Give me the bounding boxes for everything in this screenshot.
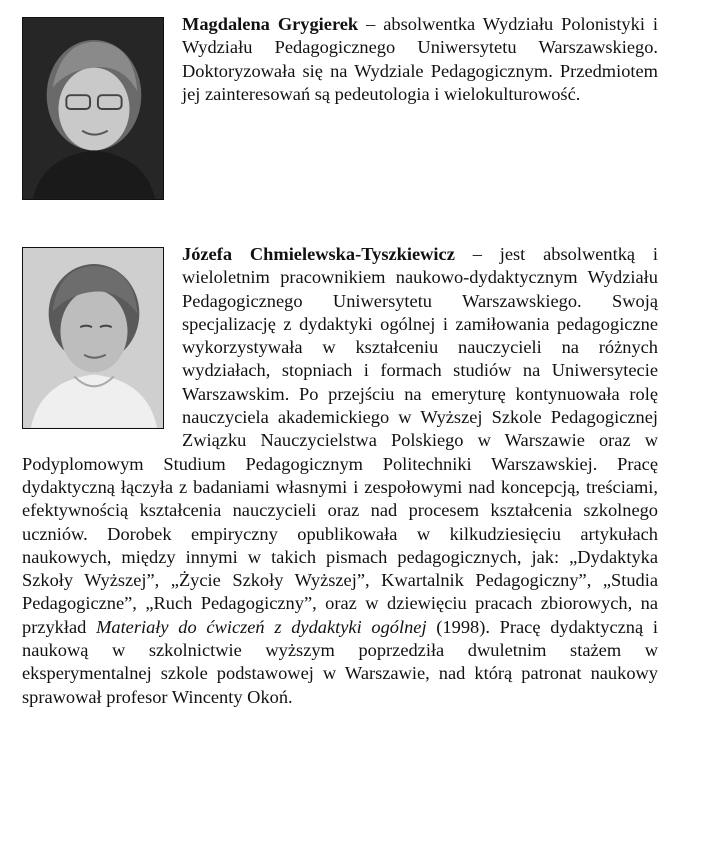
author-name: Magdalena Grygierek (182, 14, 359, 34)
book-title: Materiały do ćwiczeń z dydaktyki ogólnej (96, 616, 427, 637)
portrait-photo-grygierek (22, 17, 164, 200)
bio-text: – absolwentka Wydziału Polonistyki i Wydziału Pedagogicznego Uniwersytetu Warszawskiego. Doktoryzowała się na Wydziale Pedagogicznym. Przedmiotem jej zainteresowań są pedeutologia i wielokulturowość. (182, 14, 658, 104)
portrait-illustration (23, 248, 163, 428)
bio-text-part-2: (1998). Pracę dydaktyczną i naukową w szkolnictwie wyższym poprzedziła dwuletnim stażem w eksperymentalnej szkole podstawowej w Warszawie, nad którą patronat naukowy sprawował profesor Wincenty Okoń. (22, 616, 658, 707)
author-name: Józefa Chmielewska-Tyszkiewicz (182, 244, 455, 264)
bio-magdalena-grygierek (22, 13, 658, 220)
portrait-photo-chmielewska (22, 247, 164, 429)
bio-jozefa-chmielewska-tyszkiewicz (22, 243, 658, 709)
portrait-illustration (23, 18, 163, 199)
bio-text-part-1: – jest absolwentką i wieloletnim pracownikiem naukowo-dydaktycznym Wydziału Pedagogicznego Uniwersytetu Warszawskiego. Swoją specjalizację z dydaktyki ogólnej i zamiłowania pedagogiczne wykorzystywała w kształceniu nauczycieli na różnych wydziałach, stopniach i formach studiów na Uniwersytecie Warszawskim. Po przejściu na emeryturę kontynuowała rolę nauczyciela akademickiego w Wyższej Szkole Pedagogicznej Związku Nauczycielstwa Polskiego w Warszawie oraz w Podyplomowym Studium Pedagogicznym Politechniki Warszawskiej. Pracę dydaktyczną łączyła z badaniami własnymi i zespołowymi nad koncepcją, treściami, efektywnością kształcenia nauczycieli oraz nad procesem kształcenia szkolnego uczniów. Dorobek empiryczny opublikowała w kilkudziesięciu artykułach naukowych, między innymi w takich pismach pedagogicznych, jak: „Dydaktyka Szkoły Wyższej”, „Życie Szkoły Wyższej”, Kwartalnik Pedagogiczny”, „Studia Pedagogiczne”, „Ruch Pedagogiczny”, oraz w dziewięciu pracach zbiorowych, na przykład (22, 244, 658, 637)
